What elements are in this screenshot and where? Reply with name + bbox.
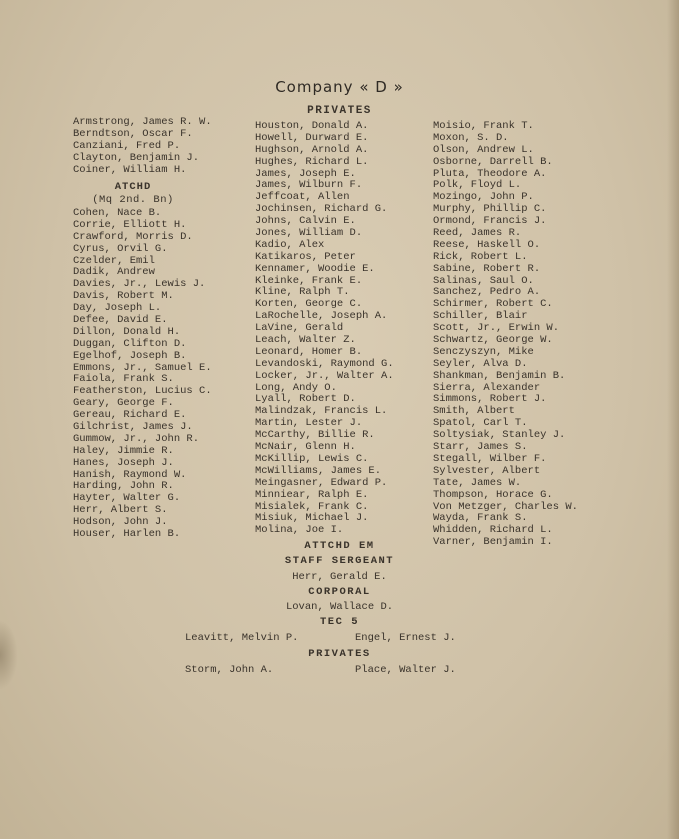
roster-name: Locker, Jr., Walter A. [255,369,394,382]
roster-name: Wayda, Frank S. [433,512,528,525]
roster-name: Reese, Haskell O. [433,238,541,251]
roster-name: Mozingo, John P. [433,191,534,204]
roster-name: Sierra, Alexander [433,381,541,394]
roster-name: Pluta, Theodore A. [433,167,547,180]
roster-name: Gummow, Jr., John R. [73,432,200,445]
roster-name: Salinas, Saul O. [433,274,534,287]
roster-name: Johns, Calvin E. [255,215,356,228]
staff-sergeant-name: Herr, Gerald E. [292,571,387,583]
roster-name: Stegall, Wilber F. [433,452,547,465]
roster-name: Jones, William D. [255,227,363,240]
roster-name: Cohen, Nace B. [73,207,162,219]
roster-name: Kennamer, Woodie E. [255,262,375,275]
roster-name: Malindzak, Francis L. [255,405,388,418]
roster-name: Levandoski, Raymond G. [255,357,394,370]
roster-name: Osborne, Darrell B. [433,155,553,168]
roster-name: LaRochelle, Joseph A. [255,310,388,323]
roster-name: Davies, Jr., Lewis J. [73,278,206,291]
roster-name: Sanchez, Pedro A. [433,286,541,299]
roster-name: Cyrus, Orvil G. [73,242,168,255]
roster-name: Haley, Jimmie R. [73,444,174,457]
roster-name: Meingasner, Edward P. [255,476,388,489]
roster-name: Katikaros, Peter [255,250,356,263]
roster-name: Moxon, S. D. [433,131,509,144]
roster-name: Schirmer, Robert C. [433,298,553,311]
roster-name: Jeffcoat, Allen [255,191,350,204]
roster-name: Spatol, Carl T. [433,417,528,430]
roster-name: Whidden, Richard L. [433,524,553,537]
column-1-attached-list [73,208,212,541]
staff-sergeant-heading: STAFF SERGEANT [284,555,395,567]
roster-name: Davis, Robert M. [73,290,174,303]
roster-name: Emmons, Jr., Samuel E. [73,361,212,374]
roster-name: Canziani, Fred P. [73,139,181,152]
roster-name: Sabine, Robert R. [433,262,541,275]
roster-name: Soltysiak, Stanley J. [433,429,566,442]
roster-name: Hughson, Arnold A. [255,143,369,156]
privates-heading: PRIVATES [307,105,372,117]
roster-name: Hanes, Joseph J. [73,456,174,469]
roster-name: James, Wilburn F. [255,179,363,192]
roster-name: Gereau, Richard E. [73,409,187,422]
roster-name: Dillon, Donald H. [73,325,181,338]
attchd-heading: ATCHD [114,181,152,193]
roster-name: Moisio, Frank T. [433,120,534,132]
roster-name: Berndtson, Oscar F. [73,127,193,140]
roster-name: Minniear, Ralph E. [255,488,369,501]
roster-name: Von Metzger, Charles W. [433,500,578,513]
privates-2-name-left: Storm, John A. [185,664,274,676]
roster-name: Hanish, Raymond W. [73,468,187,481]
roster-name: Howell, Durward E. [255,131,369,144]
roster-name: Harding, John R. [73,480,174,493]
roster-name: Murphy, Phillip C. [433,203,547,216]
roster-name: Smith, Albert [433,405,515,418]
roster-name: Misialek, Frank C. [255,500,369,513]
roster-name: Jochinsen, Richard G. [255,203,388,216]
roster-name: Lyall, Robert D. [255,393,356,406]
roster-name: Featherston, Lucius C. [73,385,212,398]
roster-name: McKillip, Lewis C. [255,452,369,465]
roster-name: McNair, Glenn H. [255,441,356,454]
roster-name: Reed, James R. [433,227,522,240]
roster-name: Coiner, William H. [73,163,187,176]
roster-name: Senczyszyn, Mike [433,345,534,358]
column-1-top-list [73,117,212,176]
roster-name: Defee, David E. [73,314,168,327]
privates-2-heading: PRIVATES [308,648,371,660]
page-edge-shadow [667,0,679,839]
privates-2-name-right: Place, Walter J. [355,664,456,676]
roster-name: Leonard, Homer B. [255,345,363,358]
tec5-name-left: Leavitt, Melvin P. [185,632,299,644]
roster-name: Thompson, Horace G. [433,488,553,501]
roster-name: Corrie, Elliott H. [73,218,187,231]
tec5-name-right: Engel, Ernest J. [355,632,456,644]
roster-name: Hodson, John J. [73,516,168,529]
roster-name: Egelhof, Joseph B. [73,349,187,362]
roster-name: James, Joseph E. [255,167,356,180]
roster-name: Rick, Robert L. [433,250,528,263]
roster-name: Clayton, Benjamin J. [73,151,200,164]
roster-name: Houser, Harlen B. [73,528,181,541]
column-2-list [255,121,394,537]
roster-name: Day, Joseph L. [73,302,162,315]
roster-name: Geary, George F. [73,397,174,410]
roster-name: Leach, Walter Z. [255,334,356,347]
roster-name: Hayter, Walter G. [73,492,181,505]
corporal-heading: CORPORAL [308,586,371,598]
roster-name: Olson, Andrew L. [433,143,534,156]
roster-name: Czelder, Emil [73,254,155,267]
roster-name: Schiller, Blair [433,310,528,323]
roster-name: Kline, Ralph T. [255,286,350,299]
corporal-name: Lovan, Wallace D. [285,601,394,613]
roster-name: Korten, George C. [255,298,363,311]
roster-name: Molina, Joe I. [255,524,344,537]
roster-name: Hughes, Richard L. [255,155,369,168]
attchd-em-heading: ATTCHD EM [304,540,375,552]
roster-name: Schwartz, George W. [433,334,553,347]
roster-name: Armstrong, James R. W. [73,116,212,128]
column-3-list [433,121,578,549]
roster-name: Sylvester, Albert [433,464,541,477]
roster-name: Tate, James W. [433,476,522,489]
roster-name: McWilliams, James E. [255,464,382,477]
roster-name: Dadik, Andrew [73,266,155,279]
roster-name: Shankman, Benjamin B. [433,369,566,382]
roster-name: Scott, Jr., Erwin W. [433,322,560,335]
attchd-subheading: (Mq 2nd. Bn) [92,194,174,206]
roster-name: Starr, James S. [433,441,528,454]
roster-name: McCarthy, Billie R. [255,429,375,442]
page-title: Company « D » [275,78,404,96]
roster-name: Houston, Donald A. [255,120,369,132]
roster-name: LaVine, Gerald [255,322,344,335]
roster-name: Duggan, Clifton D. [73,337,187,350]
roster-name: Simmons, Robert J. [433,393,547,406]
roster-name: Long, Andy O. [255,381,337,394]
roster-name: Crawford, Morris D. [73,230,193,243]
roster-name: Gilchrist, James J. [73,421,193,434]
roster-name: Polk, Floyd L. [433,179,522,192]
tec5-heading: TEC 5 [319,616,359,628]
roster-name: Seyler, Alva D. [433,357,528,370]
roster-name: Ormond, Francis J. [433,215,547,228]
roster-name: Faiola, Frank S. [73,373,174,386]
roster-name: Kleinke, Frank E. [255,274,363,287]
roster-name: Martin, Lester J. [255,417,363,430]
roster-name: Misiuk, Michael J. [255,512,369,525]
roster-name: Herr, Albert S. [73,504,168,517]
roster-name: Varner, Benjamin I. [433,536,553,549]
roster-name: Kadio, Alex [255,238,325,251]
